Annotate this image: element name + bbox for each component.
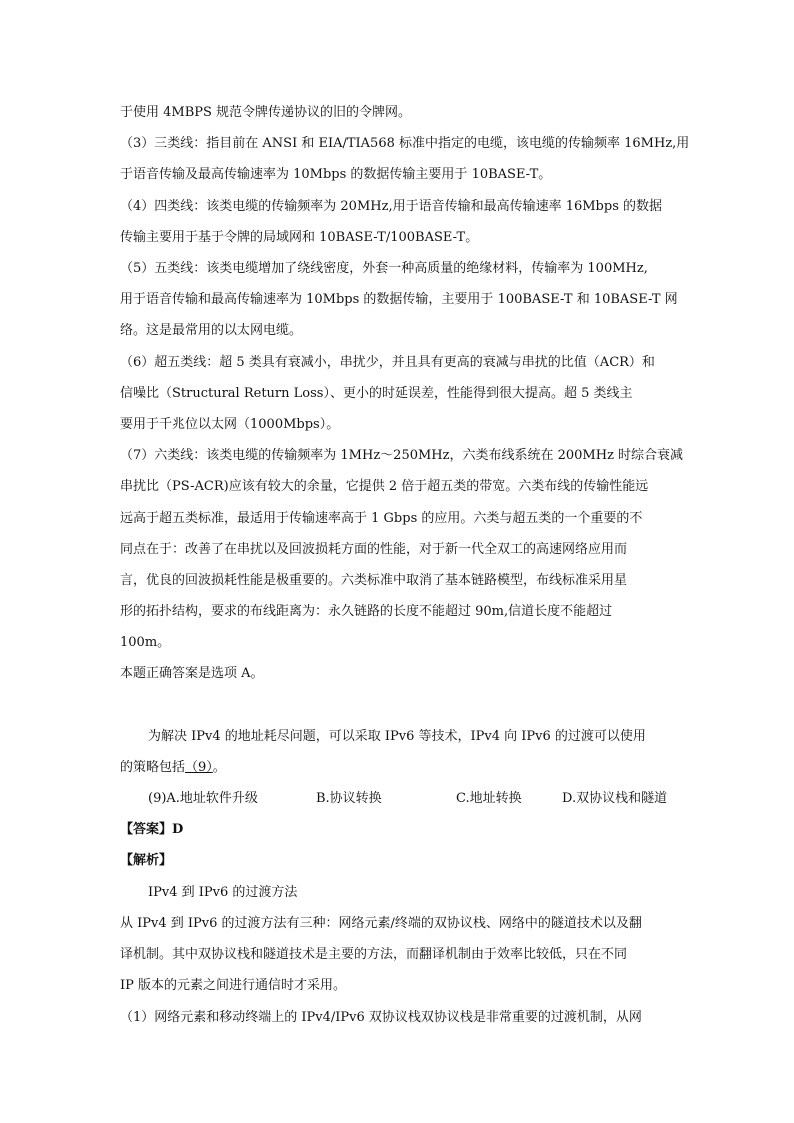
- text-line: 络。这是最常用的以太网电缆。: [120, 323, 303, 338]
- analysis-heading: 【解析】: [120, 853, 173, 868]
- text-line: 于语音传输及最高传输速率为 10Mbps 的数据传输主要用于 10BASE-T。: [120, 167, 552, 182]
- text-line: 要用于千兆位以太网（1000Mbps）。: [120, 417, 340, 432]
- answer-label: 【答案】D: [120, 822, 184, 837]
- question-text: [120, 759, 226, 777]
- analysis-subtitle: IPv4 到 IPv6 的过渡方法: [148, 885, 298, 900]
- question-suffix: 。: [212, 760, 226, 775]
- text-line: 言，优良的回波损耗性能是极重要的。六类标准中取消了基本链路模型，布线标准采用星: [120, 573, 628, 588]
- text-line: （5）五类线：该类电缆增加了绕线密度，外套一种高质量的绝缘材料，传输率为 100MHz,: [120, 261, 648, 276]
- analysis-line: 从 IPv4 到 IPv6 的过渡方法有三种：网络元素/终端的双协议栈、网络中的隧道技术以及翻: [120, 916, 642, 931]
- answer-blank: （9）: [185, 760, 213, 775]
- text-line: 形的拓扑结构，要求的布线距离为：永久链路的长度不能超过 90m,信道长度不能超过: [120, 604, 613, 619]
- option-b: B.协议转换: [316, 791, 382, 806]
- text-line: （4）四类线：该类电缆的传输频率为 20MHz,用于语音传输和最高传输速率 16Mbps 的数据: [120, 199, 663, 214]
- text-line: 于使用 4MBPS 规范令牌传递协议的旧的令牌网。: [120, 105, 412, 120]
- text-line: 用于语音传输和最高传输速率为 10Mbps 的数据传输，主要用于 100BASE-T 和 10BASE-T 网: [120, 292, 678, 307]
- text-line: 远高于超五类标准，最适用于传输速率高于 1 Gbps 的应用。六类与超五类的一个重要的不: [120, 511, 643, 526]
- text-line: 100m。: [120, 635, 171, 650]
- question-prefix: 的策略包括: [120, 760, 186, 775]
- option-a: (9)A.地址软件升级: [148, 791, 258, 806]
- question-text: 为解决 IPv4 的地址耗尽问题，可以采取 IPv6 等技术，IPv4 向 IPv6 的过渡可以使用: [148, 729, 646, 744]
- text-line: 传输主要用于基于令牌的局域网和 10BASE-T/100BASE-T。: [120, 230, 479, 245]
- option-d: D.双协议栈和隧道: [562, 791, 668, 806]
- text-line: 串扰比（PS-ACR)应该有较大的余量，它提供 2 倍于超五类的带宽。六类布线的传输性能远: [120, 479, 649, 494]
- text-line: （6）超五类线：超 5 类具有衰减小，串扰少，并且具有更高的衰减与串扰的比值（ACR）和: [120, 355, 655, 370]
- text-line: 同点在于：改善了在串扰以及回波损耗方面的性能，对于新一代全双工的高速网络应用而: [120, 542, 628, 557]
- text-line: （7）六类线：该类电缆的传输频率为 1MHz～250MHz，六类布线系统在 200MHz 时综合衰减: [120, 448, 684, 463]
- analysis-line: 译机制。其中双协议栈和隧道技术是主要的方法，而翻译机制由于效率比较低，只在不同: [120, 947, 628, 962]
- text-line: 信噪比（Structural Return Loss）、更小的时延误差，性能得到很大提高。超 5 类线主: [120, 386, 633, 401]
- analysis-line: IP 版本的元素之间进行通信时才采用。: [120, 978, 347, 993]
- analysis-line: （1）网络元素和移动终端上的 IPv4/IPv6 双协议栈双协议栈是非常重要的过渡机制，从网: [120, 1010, 642, 1025]
- answer-statement: 本题正确答案是选项 A。: [120, 666, 264, 681]
- option-c: C.地址转换: [456, 791, 522, 806]
- text-line: （3）三类线：指目前在 ANSI 和 EIA/TIA568 标准中指定的电缆，该电缆的传输频率 16MHz,用: [120, 136, 690, 151]
